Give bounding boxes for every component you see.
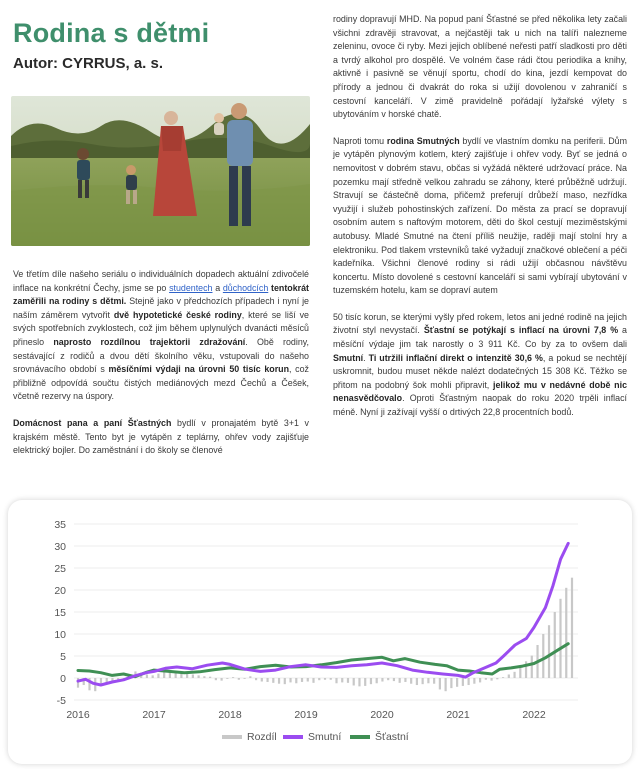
rozdil-bar	[289, 678, 291, 682]
rozdil-bar	[559, 599, 561, 678]
rozdil-bar	[502, 677, 504, 678]
legend-swatch	[222, 735, 242, 739]
rozdil-bar	[221, 678, 223, 681]
rozdil-bar	[508, 674, 510, 678]
article-title: Rodina s dětmi	[13, 18, 210, 48]
rozdil-bar	[198, 675, 200, 678]
x-tick-label: 2021	[446, 709, 470, 721]
rozdil-bar	[410, 678, 412, 684]
rozdil-bar	[232, 677, 234, 678]
rozdil-bar	[284, 678, 286, 684]
rozdil-bar	[519, 667, 521, 678]
x-tick-label: 2017	[142, 709, 166, 721]
rozdil-bar	[393, 678, 395, 681]
rozdil-bar	[295, 678, 297, 683]
bold-text: měsíčními výdaji na úrovni 50 tisíc korun	[108, 364, 290, 375]
rozdil-bar	[370, 678, 372, 684]
y-tick-label: 0	[60, 673, 66, 685]
rozdil-bar	[238, 678, 240, 680]
rozdil-bar	[243, 678, 245, 679]
rozdil-bar	[387, 678, 389, 680]
rozdil-bar	[209, 677, 211, 678]
rozdil-bar	[358, 678, 360, 686]
rozdil-bar	[203, 676, 205, 678]
x-tick-label: 2019	[294, 709, 318, 721]
rozdil-bar	[226, 678, 228, 679]
paragraph: Domácnost pana a paní Šťastných bydlí v pronajatém bytě 3+1 v krajském městě. Tento byt je vytápěn z teplárny, ohřev vody zajišťuje elektrický bojler. Do zaměstnání i do školy se členové	[13, 417, 309, 456]
x-tick-label: 2016	[66, 709, 90, 721]
rozdil-bar	[404, 678, 406, 682]
rozdil-bar	[485, 678, 487, 680]
rozdil-bar	[307, 678, 309, 682]
rozdil-bar	[571, 578, 573, 678]
rozdil-bar	[152, 675, 154, 678]
right-column	[333, 13, 627, 433]
rozdil-bar	[548, 625, 550, 678]
rozdil-bar	[157, 674, 159, 678]
legend-label: Rozdíl	[247, 731, 277, 743]
rozdil-bar	[456, 678, 458, 687]
rozdil-bar	[399, 678, 401, 683]
article-link[interactable]: studentech	[169, 282, 213, 293]
rozdil-bar	[416, 678, 418, 685]
rozdil-bar	[341, 678, 343, 682]
article-author: Autor: CYRRUS, a. s.	[13, 55, 164, 72]
bold-text: Domácnost pana a paní Šťastných	[13, 417, 172, 428]
y-tick-label: 10	[54, 629, 66, 641]
rozdil-bar	[146, 674, 148, 678]
y-tick-label: 25	[54, 563, 66, 575]
inflation-chart-svg	[8, 500, 632, 764]
inflation-chart	[8, 500, 632, 764]
rozdil-bar	[347, 678, 349, 683]
rozdil-bar	[462, 678, 464, 686]
y-tick-label: -5	[56, 695, 66, 707]
rozdil-bar	[186, 674, 188, 678]
legend-swatch	[283, 735, 303, 739]
paragraph: 50 tisíc korun, se kterými vyšly před rokem, letos ani jedné rodině na jejich životní styl nevystačí. Šťastní se potýkají s inflací na úrovni 7,8 % a měsíční výdaje jim tak narostly o 3 911 Kč. Co by za to ovšem dali Smutní. Ti utržili inflační direkt o intenzitě 30,6 %, a pokud se nechtějí uskromnit, budou muset někde nalézt dodatečných 15 308 Kč. Těžko se přitom na podobný šok mohli připravit, jelikož mu v nedávné době nic nenasvědčovalo. Oproti Šťastným naopak do roku 2020 trpěli inflací méně. Nyní ji zažívají vyšší o drtivých 22,8 procentních bodů.	[333, 311, 628, 418]
bold-text: rodina Smutných	[386, 135, 460, 146]
rozdil-bar	[554, 612, 556, 678]
rozdil-bar	[490, 678, 492, 681]
rozdil-bar	[364, 678, 366, 686]
y-tick-label: 20	[54, 585, 66, 597]
bold-text: Ti utržili inflační direkt o intenzitě 30,6 %	[368, 352, 543, 363]
legend-swatch	[350, 735, 370, 739]
rozdil-bar	[278, 678, 280, 684]
rozdil-bar	[473, 678, 475, 684]
y-tick-label: 30	[54, 541, 66, 553]
rozdil-bar	[324, 678, 326, 680]
rozdil-bar	[330, 678, 332, 680]
family-photo	[11, 96, 310, 246]
rozdil-bar	[542, 634, 544, 678]
rozdil-bar	[272, 678, 274, 683]
rozdil-bar	[261, 678, 263, 682]
rozdil-bar	[479, 678, 481, 682]
x-tick-label: 2020	[370, 709, 394, 721]
rozdil-bar	[531, 656, 533, 678]
rozdil-bar	[427, 678, 429, 683]
x-tick-label: 2018	[218, 709, 242, 721]
rozdil-bar	[192, 674, 194, 678]
legend-label: Šťastní	[375, 731, 409, 743]
bold-text: jelikož mu v nedávné době nic nenasvědčovalo	[333, 379, 628, 404]
bold-text: Smutní	[333, 352, 364, 363]
rozdil-bar	[445, 678, 447, 691]
rozdil-bar	[255, 678, 257, 680]
rozdil-bar	[439, 678, 441, 689]
rozdil-bar	[381, 678, 383, 682]
rozdil-bar	[249, 676, 251, 678]
rozdil-bar	[433, 678, 435, 684]
rozdil-bar	[565, 588, 567, 678]
legend-label: Smutní	[308, 731, 342, 743]
left-column	[13, 268, 309, 471]
paragraph: Ve třetím díle našeho seriálu o individuálních dopadech aktuální zdivočelé inflace na konkrétní Čechy, jsme se po studentech a důchodcích tentokrát zaměřili na rodiny s dětmi. Stejně jako v předchozích případech i nyní je naším záměrem vytvořit dvě hypotetické české rodiny, které se liší ve svých spotřebních zvyklostech, což jim během uplynulých dvanácti měsíců přineslo naprosto rozdílnou trajektorii zdražování. Obě rodiny, sestávající z rodičů a dvou dětí školního věku, vstupovali do našeho srovnávacího období s měsíčními výdaji na úrovni 50 tisíc korun, což přibližně odpovídá součtu čistých mediánových mezd Čechů a Češek, včetně rezervy na úspory.	[13, 269, 309, 402]
bold-text: Šťastní se potýkají s inflací na úrovni 7,8 %	[423, 325, 619, 336]
y-tick-label: 15	[54, 607, 66, 619]
rozdil-bar	[450, 678, 452, 688]
article-link[interactable]: důchodcích	[222, 282, 269, 293]
rozdil-bar	[266, 678, 268, 682]
bold-text: tentokrát zaměřili na rodiny s dětmi.	[13, 282, 309, 307]
rozdil-bar	[180, 674, 182, 678]
rozdil-bar	[376, 678, 378, 683]
rozdil-bar	[513, 672, 515, 678]
rozdil-bar	[318, 678, 320, 680]
rozdil-bar	[468, 678, 470, 685]
x-tick-label: 2022	[522, 709, 546, 721]
rozdil-bar	[312, 678, 314, 683]
bold-text: naprosto rozdílnou trajektorii zdražování	[53, 336, 246, 347]
rozdil-bar	[335, 678, 337, 683]
rozdil-bar	[353, 678, 355, 685]
paragraph: Naproti tomu rodina Smutných bydlí ve vlastním domku na periferii. Dům je vytápěn plynovým kotlem, který zajišťuje i ohřev vody. Byť se jedná o nemovitost v dobrém stavu, občas si vyžádá některé udržovací práce. Na pozemku mají středně velkou zahradu se záhony, které průběžně udržují. Stravují se částečně doma, přičemž preferují drůbeží maso, nezřídka využijí i služeb pohostinských zařízení. Do města za prací se dopravují osobním autem s naftovým motorem, děti do škol cestují meziměstskými autobusy. Mladé Smutné na čtení příliš neužije, raději mají stolní hry a elektroniku. Pod tlakem vrstevníků také vyžadují značkové oblečení a péči kadeřníka. Všichni členové rodiny si rádi užijí občasnou návštěvu koncertu. Místo dovolené s cestovní kanceláří si sami vybírají ubytování v tuzemském hotelu, kam se dopraví autem	[333, 135, 627, 296]
paragraph: rodiny dopravují MHD. Na popud paní Šťastné se před několika lety začali všichni zdravěji stravovat, a nejčastěji tak u nich na talíři nalezneme zeleninu, ovoce či ryby. Mezi jejich oblíbené neřesti patří sladkosti pro děti a tvrdý alkohol pro dospělé. Ve volném čase rádi čtou periodika a knihy, aktivně i pasivně se věnují sportu, chodí do kina, jezdí kempovat do přírody a jednou či dvakrát do roka si užijí dovolenou v zahraničí s cestovní kanceláří. V zimě pravidelně pořádají lyžařské výlety s ubytováním v horské chatě.	[333, 14, 627, 120]
rozdil-bar	[496, 678, 498, 679]
rozdil-bar	[422, 678, 424, 684]
bold-text: dvě hypotetické české rodiny	[113, 309, 242, 320]
rozdil-bar	[215, 678, 217, 680]
y-tick-label: 5	[60, 651, 66, 663]
rozdil-bar	[301, 678, 303, 682]
y-tick-label: 35	[54, 519, 66, 531]
